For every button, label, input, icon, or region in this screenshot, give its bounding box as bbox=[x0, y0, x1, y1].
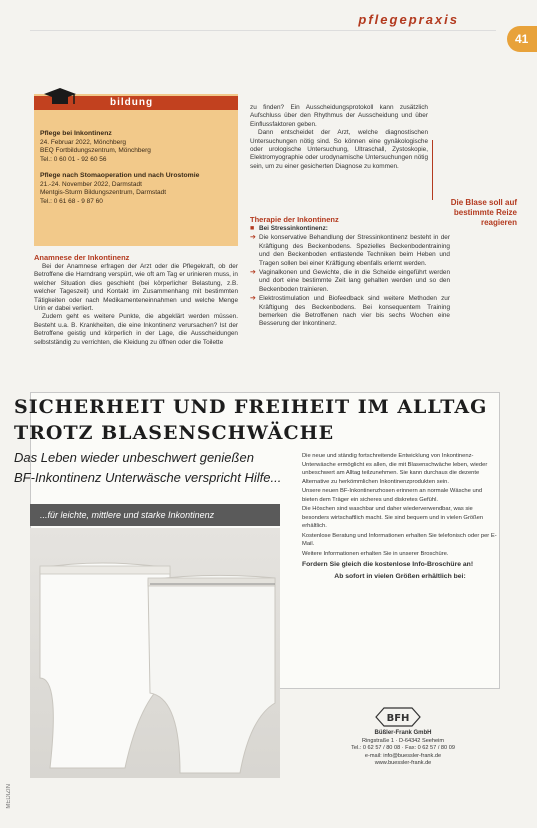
event-line: 24. Februar 2022, Mönchberg bbox=[40, 138, 126, 146]
paragraph: zu finden? Ein Ausscheidungsprotokoll kann zusätzlich Aufschluss über den Rhythmus der Ausscheidung und über Einflussfaktoren geben. bbox=[250, 104, 428, 128]
graduation-cap-icon bbox=[40, 86, 80, 108]
arrow-right-icon: ➔ bbox=[250, 269, 256, 277]
bildung-label: bildung bbox=[110, 97, 154, 108]
paragraph: Kostenlose Beratung und Informationen erhalten Sie telefonisch oder per E-Mail. bbox=[302, 532, 497, 547]
ad-headline-2: TROTZ BLASENSCHWÄCHE bbox=[14, 422, 335, 444]
ad-cta-available: Ab sofort in vielen Größen erhältlich bei: bbox=[334, 572, 466, 580]
page-number: 41 bbox=[507, 26, 537, 52]
arrow-right-icon: ➔ bbox=[250, 234, 256, 242]
side-mark: MEDIZIN bbox=[6, 784, 12, 809]
ad-headline-1: SICHERHEIT UND FREIHEIT IM ALLTAG bbox=[14, 396, 488, 418]
ad-body-text bbox=[302, 452, 498, 582]
underwear-illustration bbox=[30, 528, 280, 778]
paragraph: Zudem geht es weitere Punkte, die abgeklärt werden müssen. Besteht u.a. B. Krankheiten, die eine Inkontinenz verursachen? Ist der Betroffene geistig und körperlich in der Lage, die Ausscheidungen selbstständig zu verrichten, die Kleidung zu öffnen oder die Toilette bbox=[34, 313, 238, 346]
address-line: www.buessler-frank.de bbox=[374, 760, 432, 766]
company-logo bbox=[372, 706, 424, 728]
ad-subline-1: Das Leben wieder unbeschwert genießen bbox=[14, 450, 254, 465]
bildung-box bbox=[34, 94, 238, 246]
event-line: Tel.: 0 61 68 - 9 87 60 bbox=[40, 197, 103, 205]
address-line: Ringstraße 1 · D-64342 Seeheim bbox=[361, 737, 445, 744]
list-item: ➔ Die konservative Behandlung der Stressinkontinenz besteht in der Kräftigung des Beckenbodens. Spezielles Beckenbodentraining und den Beckenboden entlastende Techniken beim Heben und Tragen sollen bei einer Kräftigung ebenfalls erlernt werden. bbox=[250, 234, 450, 267]
company-name: Büßler-Frank GmbH bbox=[374, 730, 432, 736]
paragraph: Weitere Informationen erhalten Sie in unserer Broschüre. bbox=[302, 550, 449, 557]
therapy-subheading: ■ Bei Stressinkontinenz: bbox=[250, 225, 328, 232]
paragraph: Unsere neuen BF-Inkontinenzhosen erinnern an normale Wäsche und bieten dem Träger ein sicheres und diskretes Gefühl. bbox=[302, 488, 483, 503]
left-column-text bbox=[34, 263, 238, 347]
anamnese-heading: Anamnese der Inkontinenz bbox=[34, 253, 130, 262]
paragraph: Die Höschen sind waschbar und daher wiederverwendbar, was sie besonders wirtschaftlich macht. Sie sind bequem und in vielen Größen erhältlich. bbox=[302, 506, 484, 529]
margin-note-line bbox=[432, 140, 433, 200]
event-line: BEQ Fortbildungszentrum, Mönchberg bbox=[40, 147, 151, 155]
ad-banner-text: ...für leichte, mittlere und starke Inkontinenz bbox=[40, 510, 215, 520]
list-item: ➔ Vaginalkonen und Gewichte, die in die Scheide eingeführt werden und dort eine bestimmte Zeit lang gehalten werden und so den Beckenboden trainieren. bbox=[250, 269, 450, 293]
paragraph: Die neue und ständig fortschreitende Entwicklung von Inkontinenz-Unterwäsche ermöglicht es allen, die mit Blasenschwäche leben, wieder unbeschwert am Alltag teilzunehmen. Sie kann durchaus die dezente Alternative zu herkömmlichen Inkontinenzprodukten sein. bbox=[302, 453, 488, 485]
event-line: Mentgis-Sturm Bildungszentrum, Darmstadt bbox=[40, 189, 167, 197]
ad-subline-2: BF-Inkontinenz Unterwäsche verspricht Hilfe... bbox=[14, 470, 282, 485]
section-title: pflegepraxis bbox=[358, 12, 459, 27]
right-column-intro bbox=[250, 104, 428, 171]
box-event-2 bbox=[40, 172, 232, 206]
logo-text: BFH bbox=[386, 713, 410, 724]
paragraph: Dann entscheidet der Arzt, welche diagnostischen Untersuchungen nötig sind. So können eine gynäkologische oder urologische Untersuchung, Ultraschall, Zystoskopie, Elektromyographie oder urodynamische Untersuchungen nötig sein, um zu einer gesicherten Diagnose zu kommen. bbox=[250, 129, 428, 170]
paragraph: Bei der Anamnese erfragen der Arzt oder die Pflegekraft, ob der Betroffene die Harndrang verspürt, wie oft am Tag er urinieren muss, in welcher Situation dies geschieht (bei körperlicher Belastung, z.B. welcher Tageszeit) und Kontakt im Zusammenhang mit bestimmten Tätigkeiten oder nach Medikamenteneinnahmen und welche Menge Urin er dabei verliert. bbox=[34, 263, 238, 313]
address-line: Tel.: 0 62 57 / 80 08 · Fax: 0 62 57 / 80 09 bbox=[351, 745, 455, 751]
company-address bbox=[318, 730, 488, 768]
margin-note: Die Blase soll auf bestimmte Reize reagieren bbox=[450, 198, 517, 227]
event-title: Pflege nach Stomaoperation und nach Urostomie bbox=[40, 172, 200, 179]
event-line: 21.-24. November 2022, Darmstadt bbox=[40, 180, 142, 188]
address-line: e-mail: info@buessler-frank.de bbox=[364, 752, 442, 759]
event-title: Pflege bei Inkontinenz bbox=[40, 130, 112, 137]
list-item: ➔ Elektrostimulation und Biofeedback sind weitere Methoden zur Kräftigung des Beckenbodens. Bei konsequentem Training bemerken die Betroffenen nach vier bis sechs Wochen eine Besserung der Inkontinenz. bbox=[250, 295, 450, 328]
header-divider bbox=[30, 30, 496, 31]
square-bullet-icon: ■ bbox=[250, 225, 255, 232]
therapy-heading: Therapie der Inkontinenz bbox=[250, 215, 339, 224]
ad-cta-brochure: Fordern Sie gleich die kostenlose Info-Broschüre an! bbox=[302, 561, 474, 568]
product-photo bbox=[30, 528, 280, 778]
box-event-1 bbox=[40, 130, 232, 164]
therapy-list bbox=[250, 225, 450, 330]
arrow-right-icon: ➔ bbox=[250, 295, 256, 303]
event-line: Tel.: 0 60 01 - 92 60 56 bbox=[40, 155, 107, 163]
